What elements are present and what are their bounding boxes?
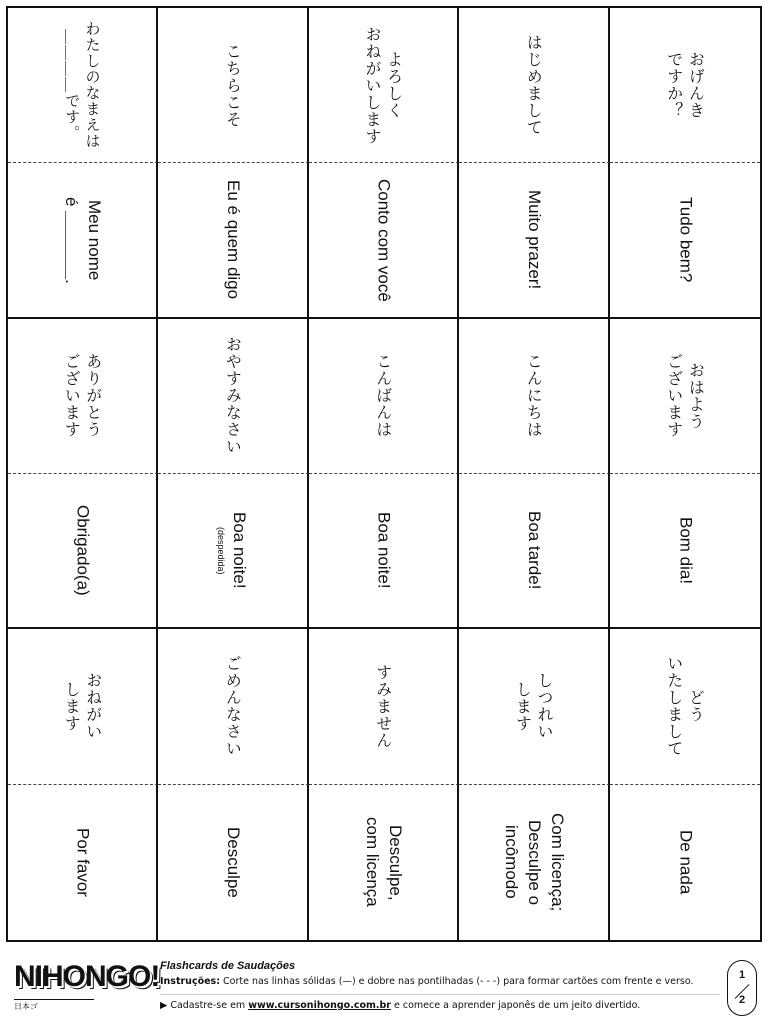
card-front	[309, 629, 459, 784]
japanese-phrase: すみません	[373, 663, 393, 749]
instructions-label: Instruções:	[160, 976, 220, 987]
page-current: 1	[738, 969, 746, 981]
portuguese-translation: De nada	[676, 830, 696, 895]
portuguese-translation: Com licença; Desculpe o incômodo	[501, 813, 567, 912]
portuguese-translation: Por favor	[73, 827, 93, 897]
japanese-phrase: おやすみなさい	[223, 336, 243, 456]
portuguese-translation: Tudo bem?	[676, 197, 696, 283]
sheet-title: Flashcards de Saudações	[160, 960, 296, 972]
logo-wordmark: NIHONGO!	[14, 960, 160, 993]
card-front	[8, 319, 158, 474]
page-total: 2	[738, 994, 746, 1006]
card-front	[158, 319, 308, 474]
japanese-phrase: こんにちは	[524, 353, 544, 439]
card-front	[158, 629, 308, 784]
portuguese-translation: Meu nome é ＿＿＿＿.	[62, 196, 105, 284]
card-back	[8, 785, 158, 940]
card-back	[8, 163, 158, 318]
footer	[0, 944, 768, 1024]
website-link[interactable]: www.cursonihongo.com.br	[248, 1000, 391, 1011]
card-back	[610, 785, 760, 940]
japanese-phrase: こちらこそ	[223, 42, 243, 128]
card-front	[459, 8, 609, 163]
japanese-phrase: しつれい します	[513, 672, 554, 741]
portuguese-translation: Desculpe	[224, 826, 244, 898]
portuguese-translation: Boa tarde!	[524, 511, 544, 590]
japanese-phrase: はじめまして	[524, 34, 544, 137]
instructions	[160, 976, 694, 987]
portuguese-translation-with-note	[192, 512, 273, 589]
card-front	[610, 629, 760, 784]
japanese-phrase: よろしく おねがいします	[362, 25, 404, 145]
divider	[160, 994, 720, 995]
card-back	[8, 474, 158, 629]
japanese-phrase: ごめんなさい	[223, 655, 243, 758]
card-front	[309, 8, 459, 163]
card-back	[158, 474, 308, 629]
nihongo-logo	[12, 960, 160, 1011]
portuguese-translation: Bom dia!	[676, 517, 696, 585]
card-front	[8, 8, 158, 163]
card-front	[8, 629, 158, 784]
japanese-phrase: おげんき ですか？	[664, 51, 706, 120]
card-back	[459, 785, 609, 940]
japanese-phrase: わたしのなまえは ＿＿＿＿です。	[63, 21, 102, 150]
card-front	[459, 319, 609, 474]
card-back	[610, 474, 760, 629]
japanese-phrase: ありがとう ございます	[62, 353, 103, 439]
signup-cta	[160, 1000, 640, 1011]
card-back	[459, 163, 609, 318]
japanese-phrase: どう いたしまして	[664, 655, 706, 758]
card-back	[309, 474, 459, 629]
translation-note: (despedida)	[216, 526, 227, 575]
card-front	[459, 629, 609, 784]
flashcard-sheet	[6, 6, 762, 942]
card-front	[610, 8, 760, 163]
instructions-text: Corte nas linhas sólidas (—) e dobre nas pontilhadas (- - -) para formar cartões com frente e verso.	[220, 976, 694, 987]
card-back	[158, 785, 308, 940]
cta-suffix: e comece a aprender japonês de um jeito divertido.	[390, 1000, 641, 1011]
portuguese-translation: Boa noite!	[374, 512, 394, 589]
card-front	[610, 319, 760, 474]
portuguese-translation: Conto com você	[374, 178, 394, 302]
page-indicator	[727, 960, 757, 1016]
japanese-phrase: おねがい します	[62, 672, 103, 741]
card-back	[610, 163, 760, 318]
portuguese-translation: Boa noite!	[230, 512, 250, 589]
card-back	[309, 163, 459, 318]
cta-prefix: ▶ Cadastre-se em	[160, 1000, 249, 1011]
portuguese-translation: Eu é quem digo	[224, 180, 244, 300]
card-back	[158, 163, 308, 318]
card-front	[158, 8, 308, 163]
japanese-phrase: おはよう ございます	[664, 353, 706, 439]
card-back	[309, 785, 459, 940]
japanese-phrase: こんばんは	[373, 353, 393, 439]
portuguese-translation: Desculpe, com licença	[362, 817, 405, 908]
logo-subtitle: 日本ゴ	[14, 999, 94, 1012]
portuguese-translation: Muito prazer!	[524, 190, 544, 290]
card-back	[459, 474, 609, 629]
card-front	[309, 319, 459, 474]
portuguese-translation: Obrigado(a)	[73, 505, 93, 597]
